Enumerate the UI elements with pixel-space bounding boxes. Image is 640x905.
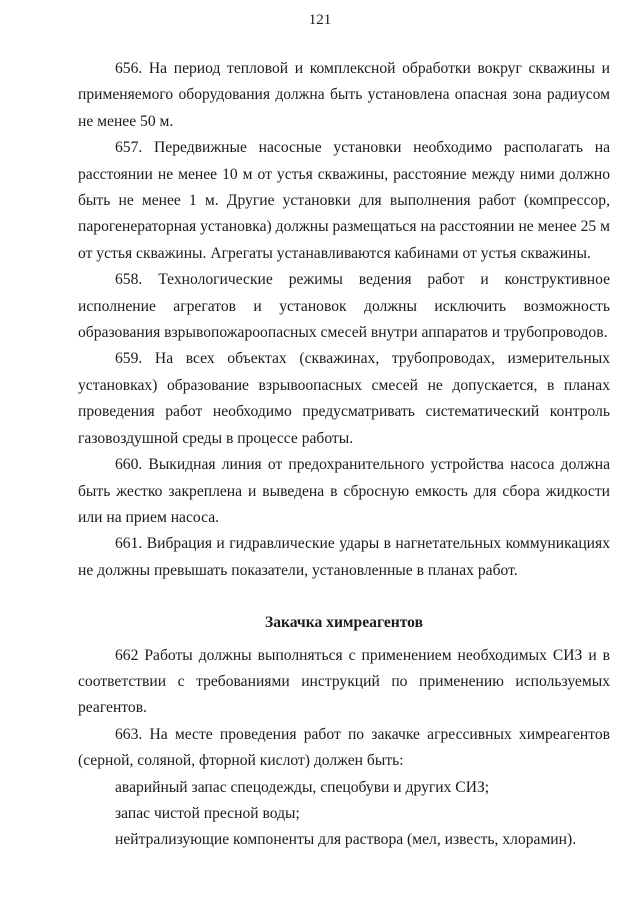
document-body (78, 56, 610, 854)
paragraph-656: 656. На период тепловой и комплексной обработки вокруг скважины и применяемого оборудования должна быть установлена опасная зона радиусом не менее 50 м. (78, 60, 610, 130)
paragraph-661: 661. Вибрация и гидравлические удары в нагнетательных коммуникациях не должны превышать показатели, установленные в планах работ. (78, 535, 610, 579)
paragraph-660: 660. Выкидная линия от предохранительного устройства насоса должна быть жестко закреплена и выведена в сбросную емкость для сбора жидкости или на прием насоса. (78, 456, 610, 526)
section-heading: Закачка химреагентов (264, 614, 424, 632)
paragraph-657: 657. Передвижные насосные установки необходимо располагать на расстоянии не менее 10 м от устья скважины, расстояние между ними должно быть не менее 1 м. Другие установки для выполнения работ (компрессор, парогенераторная установка) должны размещаться на расстоянии не менее 25 м от устья скважины. Агрегаты устанавливаются кабинами от устья скважины. (78, 139, 610, 262)
paragraph-662: 662 Работы должны выполняться с применением необходимых СИЗ и в соответствии с требованиями инструкций по применению используемых реагентов. (78, 646, 610, 717)
list-item: нейтрализующие компоненты для раствора (мел, известь, хлорамин). (115, 831, 577, 849)
page-number: 121 (308, 12, 332, 28)
paragraph-663: 663. На месте проведения работ по закачке агрессивных химреагентов (серной, соляной, фторной кислот) должен быть: (78, 725, 610, 770)
paragraph-658: 658. Технологические режимы ведения работ и конструктивное исполнение агрегатов и установок должны исключить возможность образования взрывопожароопасных смесей внутри аппаратов и трубопроводов. (78, 271, 610, 342)
paragraph-659: 659. На всех объектах (скважинах, трубопроводах, измерительных установках) образование взрывоопасных смесей не допускается, в планах проведения работ необходимо предусматривать систематический контроль газовоздушной среды в процессе работы. (78, 350, 610, 447)
list-item: запас чистой пресной воды; (115, 804, 300, 822)
list-item: аварийный запас спецодежды, спецобуви и других СИЗ; (115, 778, 490, 796)
